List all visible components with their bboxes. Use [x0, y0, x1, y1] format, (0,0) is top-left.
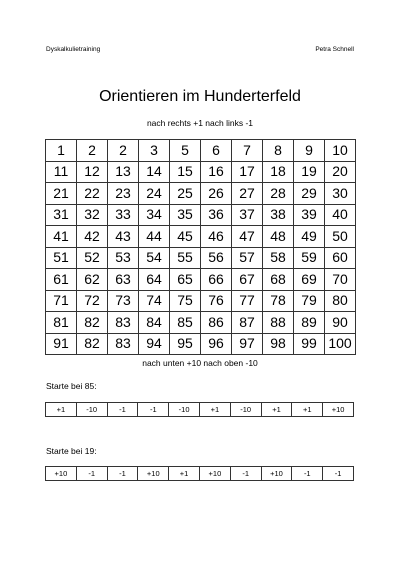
- move-cell: +10: [138, 467, 169, 481]
- grid-cell: 64: [139, 269, 170, 291]
- grid-cell: 79: [294, 290, 325, 312]
- move-cell: +10: [199, 467, 230, 481]
- grid-cell: 82: [77, 333, 108, 355]
- move-cell: +10: [261, 467, 292, 481]
- move-cell: -1: [138, 403, 169, 417]
- grid-cell: 83: [108, 312, 139, 334]
- grid-row: [46, 161, 356, 183]
- grid-cell: 66: [201, 269, 232, 291]
- move-cell: +1: [46, 403, 77, 417]
- grid-cell: 2: [77, 140, 108, 162]
- move-cell: +1: [169, 467, 200, 481]
- grid-cell: 63: [108, 269, 139, 291]
- grid-cell: 57: [232, 247, 263, 269]
- task-2-moves: [45, 466, 354, 481]
- grid-cell: 16: [201, 161, 232, 183]
- grid-cell: 45: [170, 226, 201, 248]
- grid-cell: 26: [201, 183, 232, 205]
- instruction-vertical: nach unten +10 nach oben -10: [142, 358, 258, 368]
- grid-cell: 3: [139, 140, 170, 162]
- grid-cell: 7: [232, 140, 263, 162]
- grid-cell: 82: [77, 312, 108, 334]
- grid-cell: 95: [170, 333, 201, 355]
- grid-cell: 78: [263, 290, 294, 312]
- grid-cell: 90: [325, 312, 356, 334]
- grid-cell: 15: [170, 161, 201, 183]
- grid-cell: 85: [170, 312, 201, 334]
- task-1-label: Starte bei 85:: [46, 381, 97, 391]
- grid-cell: 20: [325, 161, 356, 183]
- grid-cell: 69: [294, 269, 325, 291]
- grid-cell: 43: [108, 226, 139, 248]
- move-cell: -1: [107, 467, 138, 481]
- grid-row: [46, 290, 356, 312]
- grid-cell: 21: [46, 183, 77, 205]
- grid-row: [46, 247, 356, 269]
- move-cell: -10: [169, 403, 200, 417]
- grid-cell: 25: [170, 183, 201, 205]
- grid-cell: 67: [232, 269, 263, 291]
- instruction-horizontal: nach rechts +1 nach links -1: [146, 118, 254, 128]
- grid-cell: 68: [263, 269, 294, 291]
- grid-cell: 8: [263, 140, 294, 162]
- move-cell: +10: [46, 467, 77, 481]
- grid-cell: 98: [263, 333, 294, 355]
- grid-cell: 40: [325, 204, 356, 226]
- grid-cell: 44: [139, 226, 170, 248]
- grid-cell: 19: [294, 161, 325, 183]
- grid-cell: 30: [325, 183, 356, 205]
- move-cell: -1: [323, 467, 354, 481]
- grid-cell: 86: [201, 312, 232, 334]
- grid-cell: 27: [232, 183, 263, 205]
- move-cell: -1: [292, 467, 323, 481]
- move-cell: -1: [76, 467, 107, 481]
- grid-cell: 59: [294, 247, 325, 269]
- grid-cell: 58: [263, 247, 294, 269]
- grid-cell: 18: [263, 161, 294, 183]
- grid-cell: 39: [294, 204, 325, 226]
- grid-cell: 9: [294, 140, 325, 162]
- move-cell: +10: [323, 403, 354, 417]
- grid-cell: 51: [46, 247, 77, 269]
- grid-cell: 65: [170, 269, 201, 291]
- grid-cell: 49: [294, 226, 325, 248]
- move-cell: -10: [76, 403, 107, 417]
- grid-row: [46, 226, 356, 248]
- grid-cell: 11: [46, 161, 77, 183]
- grid-cell: 54: [139, 247, 170, 269]
- hundred-grid: [45, 139, 356, 355]
- grid-row: [46, 269, 356, 291]
- grid-cell: 71: [46, 290, 77, 312]
- grid-cell: 76: [201, 290, 232, 312]
- grid-cell: 47: [232, 226, 263, 248]
- grid-cell: 38: [263, 204, 294, 226]
- grid-cell: 41: [46, 226, 77, 248]
- grid-cell: 36: [201, 204, 232, 226]
- grid-cell: 46: [201, 226, 232, 248]
- grid-cell: 37: [232, 204, 263, 226]
- move-cell: +1: [261, 403, 292, 417]
- grid-cell: 80: [325, 290, 356, 312]
- grid-cell: 14: [139, 161, 170, 183]
- grid-cell: 5: [170, 140, 201, 162]
- grid-row: [46, 312, 356, 334]
- grid-cell: 24: [139, 183, 170, 205]
- grid-cell: 33: [108, 204, 139, 226]
- grid-row: [46, 204, 356, 226]
- grid-cell: 6: [201, 140, 232, 162]
- grid-cell: 35: [170, 204, 201, 226]
- grid-cell: 87: [232, 312, 263, 334]
- grid-cell: 84: [139, 312, 170, 334]
- move-cell: +1: [292, 403, 323, 417]
- grid-cell: 52: [77, 247, 108, 269]
- header-left-text: Dyskalkulietraining: [46, 46, 101, 53]
- grid-cell: 97: [232, 333, 263, 355]
- grid-cell: 2: [108, 140, 139, 162]
- grid-row: [46, 183, 356, 205]
- task-2-label: Starte bei 19:: [46, 446, 97, 456]
- grid-cell: 23: [108, 183, 139, 205]
- grid-row: [46, 140, 356, 162]
- grid-cell: 22: [77, 183, 108, 205]
- move-cell: -10: [230, 403, 261, 417]
- grid-cell: 72: [77, 290, 108, 312]
- grid-cell: 100: [325, 333, 356, 355]
- grid-cell: 42: [77, 226, 108, 248]
- grid-cell: 10: [325, 140, 356, 162]
- move-cell: +1: [199, 403, 230, 417]
- grid-cell: 96: [201, 333, 232, 355]
- grid-cell: 73: [108, 290, 139, 312]
- header-author-text: Petra Schnell: [315, 46, 354, 53]
- grid-cell: 29: [294, 183, 325, 205]
- grid-cell: 81: [46, 312, 77, 334]
- grid-row: [46, 333, 356, 355]
- grid-cell: 88: [263, 312, 294, 334]
- grid-cell: 70: [325, 269, 356, 291]
- grid-cell: 31: [46, 204, 77, 226]
- grid-cell: 28: [263, 183, 294, 205]
- move-cell: -1: [107, 403, 138, 417]
- grid-cell: 91: [46, 333, 77, 355]
- task-1-moves: [45, 402, 354, 417]
- move-cell: -1: [230, 467, 261, 481]
- grid-cell: 12: [77, 161, 108, 183]
- grid-cell: 56: [201, 247, 232, 269]
- grid-cell: 13: [108, 161, 139, 183]
- grid-cell: 53: [108, 247, 139, 269]
- grid-cell: 94: [139, 333, 170, 355]
- grid-cell: 99: [294, 333, 325, 355]
- grid-cell: 34: [139, 204, 170, 226]
- grid-cell: 17: [232, 161, 263, 183]
- grid-cell: 60: [325, 247, 356, 269]
- grid-cell: 74: [139, 290, 170, 312]
- grid-cell: 1: [46, 140, 77, 162]
- grid-cell: 55: [170, 247, 201, 269]
- grid-cell: 77: [232, 290, 263, 312]
- grid-cell: 83: [108, 333, 139, 355]
- grid-cell: 61: [46, 269, 77, 291]
- grid-cell: 62: [77, 269, 108, 291]
- grid-cell: 48: [263, 226, 294, 248]
- page-title: Orientieren im Hunderterfeld: [99, 88, 301, 105]
- grid-cell: 75: [170, 290, 201, 312]
- grid-cell: 50: [325, 226, 356, 248]
- grid-cell: 32: [77, 204, 108, 226]
- grid-cell: 89: [294, 312, 325, 334]
